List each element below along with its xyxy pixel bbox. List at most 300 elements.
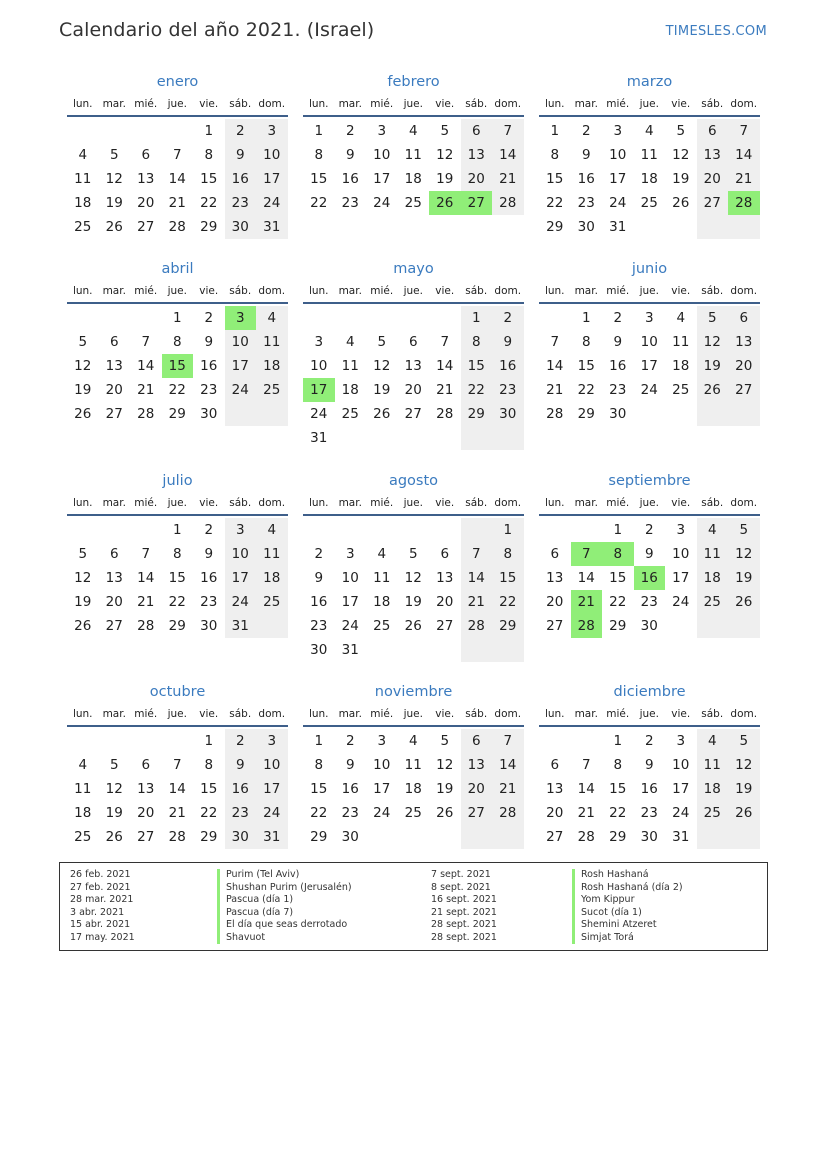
holiday-name: Purim (Tel Aviv) <box>226 869 300 880</box>
empty-cell <box>461 825 493 849</box>
holiday-name: Shushan Purim (Jerusalén) <box>226 881 352 893</box>
empty-cell <box>398 518 430 542</box>
day-cell: 8 <box>314 147 324 163</box>
day-cell: 27 <box>436 618 454 634</box>
day-grid <box>67 119 288 239</box>
day-cell: 6 <box>109 334 119 350</box>
weekday-label: lun. <box>308 98 329 110</box>
day-cell: 18 <box>697 777 729 801</box>
month-enero <box>67 71 288 239</box>
day-cell: 19 <box>74 594 92 610</box>
day-cell: 24 <box>373 805 391 821</box>
empty-cell <box>303 306 335 330</box>
day-cell: 18 <box>404 781 422 797</box>
weekday-label: mié. <box>606 285 630 297</box>
day-cell: 15 <box>609 570 627 586</box>
holiday-day-cell: 28 <box>571 614 603 638</box>
day-cell: 6 <box>408 334 418 350</box>
empty-cell <box>335 306 367 330</box>
day-cell: 26 <box>672 195 690 211</box>
empty-cell <box>492 426 524 450</box>
day-cell: 22 <box>609 805 627 821</box>
day-cell: 5 <box>728 518 760 542</box>
day-cell: 15 <box>577 358 595 374</box>
day-cell: 9 <box>581 147 591 163</box>
day-cell: 23 <box>640 594 658 610</box>
weekday-label: vie. <box>199 98 219 110</box>
day-cell: 10 <box>225 542 257 566</box>
day-cell: 31 <box>256 215 288 239</box>
day-cell: 7 <box>550 334 560 350</box>
weekday-label: sáb. <box>701 285 724 297</box>
holiday-name: Rosh Hashaná <box>581 869 649 880</box>
weekday-label: lun. <box>308 285 329 297</box>
day-cell: 8 <box>314 757 324 773</box>
holiday-dates-left <box>70 869 135 944</box>
holiday-name: Pascua (día 1) <box>226 894 294 905</box>
weekday-label: mié. <box>370 497 394 509</box>
weekday-header <box>67 280 288 304</box>
day-cell: 8 <box>461 330 493 354</box>
holiday-name: Sucot (día 1) <box>581 906 642 918</box>
weekday-header <box>303 492 524 516</box>
day-cell: 10 <box>672 757 690 773</box>
empty-cell <box>697 215 729 239</box>
weekday-label: vie. <box>199 285 219 297</box>
day-cell: 17 <box>672 781 690 797</box>
day-cell: 1 <box>550 123 560 139</box>
day-cell: 29 <box>609 618 627 634</box>
day-cell: 9 <box>225 143 257 167</box>
weekday-label: mar. <box>338 98 362 110</box>
weekday-header <box>539 280 760 304</box>
holiday-name: Shavuot <box>226 931 266 943</box>
day-cell: 23 <box>225 801 257 825</box>
empty-cell <box>429 306 461 330</box>
weekday-label: jue. <box>167 98 187 110</box>
day-cell: 17 <box>256 777 288 801</box>
day-cell: 19 <box>728 777 760 801</box>
weekday-label: sáb. <box>229 98 252 110</box>
month-title: mayo <box>393 261 434 277</box>
day-cell: 2 <box>204 310 214 326</box>
day-cell: 30 <box>200 618 218 634</box>
day-cell: 17 <box>640 358 658 374</box>
day-cell: 18 <box>256 354 288 378</box>
day-cell: 16 <box>200 358 218 374</box>
day-cell: 21 <box>492 167 524 191</box>
holiday-day-cell: 3 <box>225 306 257 330</box>
day-cell: 6 <box>440 546 450 562</box>
weekday-label: dom. <box>494 285 522 297</box>
weekday-label: jue. <box>167 708 187 720</box>
weekday-label: sáb. <box>229 708 252 720</box>
day-cell: 2 <box>644 522 654 538</box>
day-cell: 10 <box>373 757 391 773</box>
day-cell: 19 <box>697 354 729 378</box>
day-cell: 7 <box>492 119 524 143</box>
weekday-label: mié. <box>370 708 394 720</box>
day-cell: 31 <box>225 614 257 638</box>
day-cell: 28 <box>492 801 524 825</box>
day-cell: 2 <box>225 729 257 753</box>
empty-cell <box>366 426 398 450</box>
holiday-date: 21 sept. 2021 <box>431 906 497 918</box>
day-cell: 18 <box>373 594 391 610</box>
day-cell: 5 <box>697 306 729 330</box>
day-cell: 4 <box>408 733 418 749</box>
weekday-label: dom. <box>494 708 522 720</box>
day-cell: 8 <box>613 757 623 773</box>
day-cell: 2 <box>581 123 591 139</box>
day-cell: 25 <box>640 195 658 211</box>
day-cell: 1 <box>581 310 591 326</box>
day-cell: 6 <box>141 147 151 163</box>
day-cell: 2 <box>613 310 623 326</box>
month-junio <box>539 258 760 426</box>
empty-cell <box>303 518 335 542</box>
empty-cell <box>539 306 571 330</box>
day-cell: 11 <box>404 757 422 773</box>
day-cell: 6 <box>728 306 760 330</box>
day-cell: 29 <box>310 829 328 845</box>
day-grid <box>303 518 524 662</box>
day-cell: 25 <box>341 406 359 422</box>
day-cell: 10 <box>640 334 658 350</box>
day-cell: 2 <box>644 733 654 749</box>
day-cell: 24 <box>341 618 359 634</box>
empty-cell <box>492 638 524 662</box>
day-cell: 25 <box>256 590 288 614</box>
day-cell: 26 <box>74 618 92 634</box>
holiday-name: Rosh Hashaná (día 2) <box>581 881 683 893</box>
day-cell: 14 <box>577 781 595 797</box>
day-cell: 1 <box>314 733 324 749</box>
day-cell: 3 <box>644 310 654 326</box>
month-marzo <box>539 71 760 239</box>
day-cell: 6 <box>109 546 119 562</box>
weekday-label: jue. <box>403 285 423 297</box>
day-cell: 16 <box>310 594 328 610</box>
day-cell: 23 <box>200 382 218 398</box>
day-cell: 1 <box>613 522 623 538</box>
weekday-label: mar. <box>102 98 126 110</box>
day-cell: 20 <box>546 594 564 610</box>
weekday-label: dom. <box>258 285 286 297</box>
empty-cell <box>429 825 461 849</box>
day-cell: 20 <box>137 805 155 821</box>
day-cell: 7 <box>440 334 450 350</box>
day-cell: 14 <box>728 143 760 167</box>
day-cell: 4 <box>676 310 686 326</box>
day-cell: 9 <box>345 757 355 773</box>
weekday-label: mié. <box>134 497 158 509</box>
holiday-date: 28 sept. 2021 <box>431 919 497 930</box>
weekday-label: mié. <box>606 708 630 720</box>
weekday-header <box>303 93 524 117</box>
day-cell: 31 <box>341 642 359 658</box>
day-cell: 7 <box>172 147 182 163</box>
day-cell: 10 <box>256 753 288 777</box>
weekday-label: vie. <box>671 708 691 720</box>
day-cell: 31 <box>672 829 690 845</box>
day-cell: 12 <box>728 753 760 777</box>
day-cell: 18 <box>404 171 422 187</box>
day-cell: 1 <box>314 123 324 139</box>
day-cell: 30 <box>200 406 218 422</box>
day-cell: 15 <box>310 171 328 187</box>
day-cell: 28 <box>137 618 155 634</box>
day-cell: 26 <box>74 406 92 422</box>
weekday-label: mar. <box>574 497 598 509</box>
day-cell: 13 <box>137 781 155 797</box>
day-cell: 12 <box>404 570 422 586</box>
empty-cell <box>429 426 461 450</box>
holiday-date: 27 feb. 2021 <box>70 881 131 893</box>
day-cell: 13 <box>461 143 493 167</box>
weekday-label: dom. <box>730 708 758 720</box>
empty-cell <box>571 729 603 753</box>
day-cell: 1 <box>172 310 182 326</box>
weekday-label: sáb. <box>701 497 724 509</box>
weekday-header <box>539 93 760 117</box>
day-cell: 5 <box>78 546 88 562</box>
brand-link[interactable]: TIMESLES.COM <box>665 24 767 39</box>
holiday-date: 28 mar. 2021 <box>70 894 134 905</box>
day-cell: 19 <box>436 171 454 187</box>
day-cell: 17 <box>672 570 690 586</box>
day-cell: 23 <box>310 618 328 634</box>
weekday-label: lun. <box>72 285 93 297</box>
month-octubre <box>67 681 288 849</box>
day-cell: 19 <box>105 805 123 821</box>
day-cell: 6 <box>461 729 493 753</box>
page-title: Calendario del año 2021. (Israel) <box>59 19 375 41</box>
day-cell: 23 <box>609 382 627 398</box>
day-cell: 20 <box>105 382 123 398</box>
empty-cell <box>335 518 367 542</box>
day-cell: 2 <box>314 546 324 562</box>
day-cell: 14 <box>546 358 564 374</box>
day-cell: 5 <box>109 757 119 773</box>
day-cell: 15 <box>546 171 564 187</box>
day-cell: 12 <box>672 147 690 163</box>
month-title: abril <box>161 261 194 277</box>
day-cell: 2 <box>492 306 524 330</box>
day-cell: 9 <box>613 334 623 350</box>
day-cell: 13 <box>436 570 454 586</box>
day-cell: 16 <box>609 358 627 374</box>
day-cell: 21 <box>728 167 760 191</box>
day-cell: 30 <box>577 219 595 235</box>
weekday-label: sáb. <box>465 708 488 720</box>
day-cell: 10 <box>310 358 328 374</box>
day-cell: 9 <box>204 334 214 350</box>
day-cell: 4 <box>408 123 418 139</box>
day-grid <box>539 729 760 849</box>
day-cell: 29 <box>492 614 524 638</box>
day-cell: 30 <box>609 406 627 422</box>
holiday-date: 16 sept. 2021 <box>431 894 497 905</box>
empty-cell <box>634 402 666 426</box>
day-cell: 26 <box>404 618 422 634</box>
day-cell: 25 <box>74 219 92 235</box>
holiday-day-cell: 15 <box>162 354 194 378</box>
day-cell: 9 <box>225 753 257 777</box>
holiday-day-cell: 27 <box>461 191 493 215</box>
day-cell: 16 <box>492 354 524 378</box>
holiday-date: 3 abr. 2021 <box>70 906 125 918</box>
weekday-header <box>67 492 288 516</box>
day-cell: 21 <box>168 195 186 211</box>
day-cell: 11 <box>640 147 658 163</box>
weekday-label: vie. <box>671 497 691 509</box>
day-cell: 23 <box>341 195 359 211</box>
weekday-label: lun. <box>72 708 93 720</box>
day-cell: 7 <box>141 334 151 350</box>
day-cell: 17 <box>341 594 359 610</box>
day-cell: 18 <box>341 382 359 398</box>
day-cell: 8 <box>204 757 214 773</box>
empty-cell <box>162 729 194 753</box>
day-cell: 28 <box>168 829 186 845</box>
weekday-label: mié. <box>134 285 158 297</box>
day-cell: 15 <box>492 566 524 590</box>
empty-cell <box>99 729 131 753</box>
day-cell: 27 <box>137 219 155 235</box>
empty-cell <box>67 729 99 753</box>
day-cell: 5 <box>440 733 450 749</box>
day-cell: 25 <box>256 378 288 402</box>
day-cell: 25 <box>404 195 422 211</box>
day-cell: 4 <box>697 729 729 753</box>
day-cell: 3 <box>676 733 686 749</box>
day-cell: 1 <box>204 733 214 749</box>
day-cell: 24 <box>373 195 391 211</box>
day-cell: 16 <box>225 167 257 191</box>
day-cell: 21 <box>137 594 155 610</box>
day-cell: 30 <box>225 825 257 849</box>
day-cell: 23 <box>341 805 359 821</box>
day-cell: 29 <box>609 829 627 845</box>
day-cell: 22 <box>310 805 328 821</box>
day-grid <box>303 306 524 450</box>
day-cell: 19 <box>74 382 92 398</box>
day-cell: 4 <box>256 306 288 330</box>
day-cell: 18 <box>672 358 690 374</box>
day-cell: 7 <box>461 542 493 566</box>
weekday-label: mié. <box>606 98 630 110</box>
empty-cell <box>461 638 493 662</box>
day-cell: 22 <box>200 195 218 211</box>
day-cell: 5 <box>109 147 119 163</box>
day-cell: 1 <box>461 306 493 330</box>
day-cell: 12 <box>74 570 92 586</box>
day-cell: 15 <box>609 781 627 797</box>
day-cell: 30 <box>310 642 328 658</box>
holiday-dates-right <box>431 869 497 944</box>
day-cell: 11 <box>256 330 288 354</box>
day-cell: 1 <box>613 733 623 749</box>
day-cell: 24 <box>310 406 328 422</box>
holiday-day-cell: 16 <box>634 566 666 590</box>
day-cell: 17 <box>609 171 627 187</box>
empty-cell <box>728 825 760 849</box>
month-title: diciembre <box>613 684 686 700</box>
month-title: agosto <box>388 473 439 489</box>
month-julio <box>67 470 288 638</box>
day-cell: 19 <box>373 382 391 398</box>
day-cell: 30 <box>492 402 524 426</box>
day-cell: 23 <box>200 594 218 610</box>
day-cell: 7 <box>141 546 151 562</box>
weekday-label: sáb. <box>229 285 252 297</box>
empty-cell <box>539 729 571 753</box>
empty-cell <box>665 614 697 638</box>
day-cell: 1 <box>492 518 524 542</box>
day-cell: 21 <box>546 382 564 398</box>
day-cell: 4 <box>78 757 88 773</box>
day-cell: 26 <box>728 590 760 614</box>
empty-cell <box>665 402 697 426</box>
day-cell: 12 <box>105 171 123 187</box>
month-septiembre <box>539 470 760 638</box>
weekday-label: mar. <box>574 708 598 720</box>
holiday-day-cell: 8 <box>602 542 634 566</box>
weekday-label: jue. <box>639 497 659 509</box>
weekday-label: jue. <box>639 98 659 110</box>
day-cell: 29 <box>577 406 595 422</box>
weekday-label: mar. <box>102 497 126 509</box>
day-cell: 28 <box>436 406 454 422</box>
day-cell: 22 <box>461 378 493 402</box>
day-cell: 1 <box>172 522 182 538</box>
day-cell: 31 <box>609 219 627 235</box>
day-cell: 21 <box>492 777 524 801</box>
weekday-label: sáb. <box>465 98 488 110</box>
day-cell: 22 <box>492 590 524 614</box>
day-cell: 31 <box>256 825 288 849</box>
day-cell: 13 <box>697 143 729 167</box>
day-cell: 28 <box>461 614 493 638</box>
day-cell: 27 <box>546 829 564 845</box>
day-grid <box>303 119 524 215</box>
day-cell: 28 <box>137 406 155 422</box>
holiday-names-right <box>572 869 683 944</box>
day-cell: 14 <box>168 781 186 797</box>
day-cell: 4 <box>256 518 288 542</box>
holiday-date: 28 sept. 2021 <box>431 931 497 943</box>
weekday-label: mar. <box>102 708 126 720</box>
day-cell: 6 <box>141 757 151 773</box>
month-title: junio <box>631 261 668 277</box>
day-grid <box>67 306 288 426</box>
day-cell: 11 <box>74 781 92 797</box>
holiday-names-left <box>217 869 352 944</box>
weekday-label: mar. <box>102 285 126 297</box>
day-cell: 13 <box>105 570 123 586</box>
day-cell: 8 <box>204 147 214 163</box>
day-cell: 8 <box>581 334 591 350</box>
day-cell: 24 <box>256 801 288 825</box>
day-cell: 19 <box>404 594 422 610</box>
day-cell: 28 <box>492 191 524 215</box>
day-cell: 22 <box>609 594 627 610</box>
day-cell: 1 <box>204 123 214 139</box>
weekday-label: jue. <box>403 497 423 509</box>
day-cell: 11 <box>404 147 422 163</box>
day-cell: 28 <box>168 219 186 235</box>
